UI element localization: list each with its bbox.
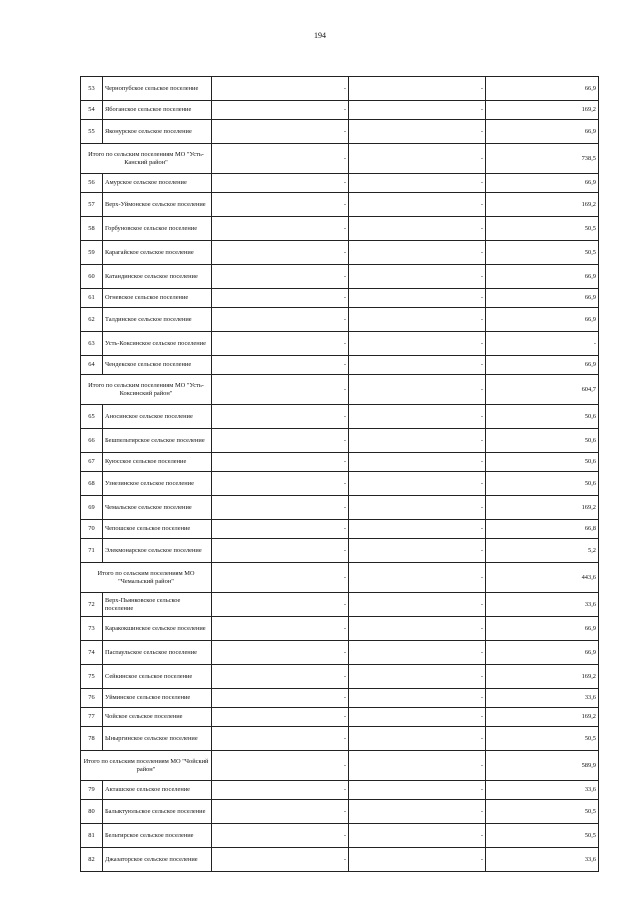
row-number: 61 [81, 289, 103, 308]
settlement-name: Талдинское сельское поселение [103, 308, 212, 332]
table-row [81, 593, 599, 617]
settlement-name: Чендекское сельское поселение [103, 356, 212, 375]
settlement-name: Яконурское сельское поселение [103, 120, 212, 144]
table-row-total [81, 563, 599, 593]
value-cell-c5: 169,2 [486, 708, 599, 727]
table-row [81, 405, 599, 429]
value-cell-c4: - [349, 472, 486, 496]
value-cell-c5: 50,5 [486, 800, 599, 824]
value-cell-c5: 66,9 [486, 265, 599, 289]
row-number: 54 [81, 101, 103, 120]
value-cell-c3: - [212, 472, 349, 496]
value-cell-c4: - [349, 375, 486, 405]
value-cell-c5: 604,7 [486, 375, 599, 405]
value-cell-c4: - [349, 120, 486, 144]
row-number: 81 [81, 824, 103, 848]
value-cell-c4: - [349, 144, 486, 174]
value-cell-c4: - [349, 689, 486, 708]
value-cell-c5: 33,6 [486, 848, 599, 872]
value-cell-c5: 50,6 [486, 472, 599, 496]
value-cell-c3: - [212, 727, 349, 751]
row-number: 66 [81, 429, 103, 453]
value-cell-c5: 50,6 [486, 453, 599, 472]
value-cell-c5: 66,9 [486, 617, 599, 641]
value-cell-c4: - [349, 520, 486, 539]
row-number: 76 [81, 689, 103, 708]
row-number: 63 [81, 332, 103, 356]
table-row-total [81, 751, 599, 781]
value-cell-c4: - [349, 429, 486, 453]
value-cell-c5: 169,2 [486, 193, 599, 217]
row-number: 67 [81, 453, 103, 472]
value-cell-c3: - [212, 429, 349, 453]
value-cell-c3: - [212, 751, 349, 781]
value-cell-c5: 50,5 [486, 824, 599, 848]
value-cell-c3: - [212, 405, 349, 429]
settlement-name: Сейкинское сельское поселение [103, 665, 212, 689]
row-number: 78 [81, 727, 103, 751]
value-cell-c4: - [349, 496, 486, 520]
row-number: 74 [81, 641, 103, 665]
value-cell-c4: - [349, 241, 486, 265]
value-cell-c3: - [212, 101, 349, 120]
value-cell-c4: - [349, 539, 486, 563]
value-cell-c3: - [212, 332, 349, 356]
value-cell-c3: - [212, 708, 349, 727]
table-row [81, 641, 599, 665]
table-row [81, 708, 599, 727]
value-cell-c5: 66,9 [486, 356, 599, 375]
value-cell-c4: - [349, 593, 486, 617]
value-cell-c5: 33,6 [486, 689, 599, 708]
settlement-name: Огневское сельское поселение [103, 289, 212, 308]
table-row [81, 824, 599, 848]
settlement-name: Чемальское сельское поселение [103, 496, 212, 520]
value-cell-c4: - [349, 453, 486, 472]
value-cell-c5: 50,5 [486, 727, 599, 751]
value-cell-c5: 738,5 [486, 144, 599, 174]
row-total-label: Итого по сельским поселениям МО "Чемальский район" [81, 563, 212, 593]
value-cell-c3: - [212, 689, 349, 708]
value-cell-c3: - [212, 375, 349, 405]
value-cell-c5: 66,8 [486, 520, 599, 539]
row-number: 68 [81, 472, 103, 496]
settlement-name: Элекмонарское сельское поселение [103, 539, 212, 563]
settlement-name: Бешпельтирское сельское поселение [103, 429, 212, 453]
value-cell-c3: - [212, 641, 349, 665]
value-cell-c4: - [349, 193, 486, 217]
table-row [81, 689, 599, 708]
table-row-total [81, 144, 599, 174]
value-cell-c5: 5,2 [486, 539, 599, 563]
value-cell-c5: 169,2 [486, 496, 599, 520]
value-cell-c3: - [212, 120, 349, 144]
settlement-name: Балыктуюльское сельское поселение [103, 800, 212, 824]
table-row [81, 848, 599, 872]
row-number: 72 [81, 593, 103, 617]
table-row-total [81, 375, 599, 405]
value-cell-c5: 33,6 [486, 781, 599, 800]
settlement-name: Верх-Пьянковское сельское поселение [103, 593, 212, 617]
row-number: 82 [81, 848, 103, 872]
value-cell-c5: 169,2 [486, 101, 599, 120]
value-cell-c3: - [212, 824, 349, 848]
settlement-name: Ыныргинское сельское поселение [103, 727, 212, 751]
value-cell-c3: - [212, 453, 349, 472]
table-row [81, 496, 599, 520]
value-cell-c3: - [212, 520, 349, 539]
value-cell-c5: 66,9 [486, 120, 599, 144]
value-cell-c3: - [212, 193, 349, 217]
table-row [81, 120, 599, 144]
value-cell-c3: - [212, 217, 349, 241]
settlement-name: Уйминское сельское поселение [103, 689, 212, 708]
settlement-name: Куюсское сельское поселение [103, 453, 212, 472]
settlement-name: Бельтирское сельское поселение [103, 824, 212, 848]
row-number: 65 [81, 405, 103, 429]
row-number: 79 [81, 781, 103, 800]
value-cell-c5: 66,9 [486, 641, 599, 665]
table-row [81, 193, 599, 217]
row-number: 55 [81, 120, 103, 144]
table-row [81, 289, 599, 308]
value-cell-c4: - [349, 708, 486, 727]
value-cell-c4: - [349, 617, 486, 641]
value-cell-c4: - [349, 174, 486, 193]
table-row [81, 781, 599, 800]
row-number: 71 [81, 539, 103, 563]
value-cell-c3: - [212, 356, 349, 375]
value-cell-c5: 66,9 [486, 174, 599, 193]
settlement-name: Горбуновское сельское поселение [103, 217, 212, 241]
value-cell-c4: - [349, 77, 486, 101]
row-total-label: Итого по сельским поселениям МО "Чойский район" [81, 751, 212, 781]
settlement-name: Чепошское сельское поселение [103, 520, 212, 539]
table-row [81, 332, 599, 356]
table-row [81, 77, 599, 101]
value-cell-c3: - [212, 617, 349, 641]
settlement-name: Чойское сельское поселение [103, 708, 212, 727]
value-cell-c4: - [349, 641, 486, 665]
value-cell-c5: - [486, 332, 599, 356]
value-cell-c4: - [349, 800, 486, 824]
row-number: 62 [81, 308, 103, 332]
value-cell-c3: - [212, 665, 349, 689]
row-number: 77 [81, 708, 103, 727]
value-cell-c3: - [212, 800, 349, 824]
value-cell-c4: - [349, 265, 486, 289]
value-cell-c3: - [212, 265, 349, 289]
row-number: 75 [81, 665, 103, 689]
settlement-name: Амурское сельское поселение [103, 174, 212, 193]
value-cell-c3: - [212, 781, 349, 800]
value-cell-c3: - [212, 848, 349, 872]
value-cell-c4: - [349, 405, 486, 429]
settlement-name: Усть-Коксинское сельское поселение [103, 332, 212, 356]
row-number: 53 [81, 77, 103, 101]
value-cell-c3: - [212, 563, 349, 593]
row-number: 58 [81, 217, 103, 241]
row-number: 56 [81, 174, 103, 193]
allocation-table [80, 76, 599, 872]
value-cell-c4: - [349, 356, 486, 375]
table-row [81, 308, 599, 332]
value-cell-c5: 50,6 [486, 405, 599, 429]
table-row [81, 429, 599, 453]
value-cell-c4: - [349, 217, 486, 241]
value-cell-c4: - [349, 848, 486, 872]
row-total-label: Итого по сельским поселениям МО "Усть-Коксинский район" [81, 375, 212, 405]
value-cell-c5: 443,6 [486, 563, 599, 593]
value-cell-c4: - [349, 332, 486, 356]
table-row [81, 101, 599, 120]
value-cell-c3: - [212, 289, 349, 308]
value-cell-c4: - [349, 101, 486, 120]
value-cell-c3: - [212, 144, 349, 174]
value-cell-c4: - [349, 563, 486, 593]
settlement-name: Чернопубское сельское поселение [103, 77, 212, 101]
value-cell-c5: 50,6 [486, 429, 599, 453]
table-row [81, 472, 599, 496]
value-cell-c5: 50,5 [486, 241, 599, 265]
value-cell-c5: 66,9 [486, 308, 599, 332]
table-row [81, 356, 599, 375]
row-number: 69 [81, 496, 103, 520]
table-row [81, 265, 599, 289]
value-cell-c3: - [212, 241, 349, 265]
table-body [81, 77, 599, 872]
value-cell-c5: 66,9 [486, 77, 599, 101]
settlement-name: Верх-Уймонское сельское поселение [103, 193, 212, 217]
row-number: 70 [81, 520, 103, 539]
value-cell-c4: - [349, 824, 486, 848]
value-cell-c5: 66,9 [486, 289, 599, 308]
table-row [81, 520, 599, 539]
value-cell-c3: - [212, 496, 349, 520]
table-row [81, 453, 599, 472]
value-cell-c5: 50,5 [486, 217, 599, 241]
value-cell-c3: - [212, 308, 349, 332]
row-total-label: Итого по сельским поселениям МО "Усть-Канский район" [81, 144, 212, 174]
row-number: 64 [81, 356, 103, 375]
page-number: 194 [314, 31, 326, 40]
table-row [81, 800, 599, 824]
table-row [81, 665, 599, 689]
table-row [81, 617, 599, 641]
value-cell-c3: - [212, 77, 349, 101]
value-cell-c3: - [212, 593, 349, 617]
settlement-name: Каракокшинское сельское поселение [103, 617, 212, 641]
settlement-name: Ябоганское сельское поселение [103, 101, 212, 120]
settlement-name: Катандинское сельское поселение [103, 265, 212, 289]
value-cell-c4: - [349, 781, 486, 800]
table-row [81, 217, 599, 241]
row-number: 60 [81, 265, 103, 289]
table-row [81, 174, 599, 193]
table-row [81, 539, 599, 563]
row-number: 59 [81, 241, 103, 265]
settlement-name: Паспаульское сельское поселение [103, 641, 212, 665]
settlement-name: Акташское сельское поселение [103, 781, 212, 800]
value-cell-c5: 169,2 [486, 665, 599, 689]
settlement-name: Узнезинское сельское поселение [103, 472, 212, 496]
table-row [81, 241, 599, 265]
value-cell-c4: - [349, 727, 486, 751]
value-cell-c4: - [349, 751, 486, 781]
value-cell-c3: - [212, 174, 349, 193]
settlement-name: Карагайское сельское поселение [103, 241, 212, 265]
value-cell-c5: 589,9 [486, 751, 599, 781]
value-cell-c5: 33,6 [486, 593, 599, 617]
settlement-name: Аносинское сельское поселение [103, 405, 212, 429]
value-cell-c4: - [349, 665, 486, 689]
settlement-name: Джазаторское сельское поселение [103, 848, 212, 872]
row-number: 57 [81, 193, 103, 217]
value-cell-c4: - [349, 289, 486, 308]
value-cell-c3: - [212, 539, 349, 563]
table-row [81, 727, 599, 751]
row-number: 80 [81, 800, 103, 824]
value-cell-c4: - [349, 308, 486, 332]
row-number: 73 [81, 617, 103, 641]
